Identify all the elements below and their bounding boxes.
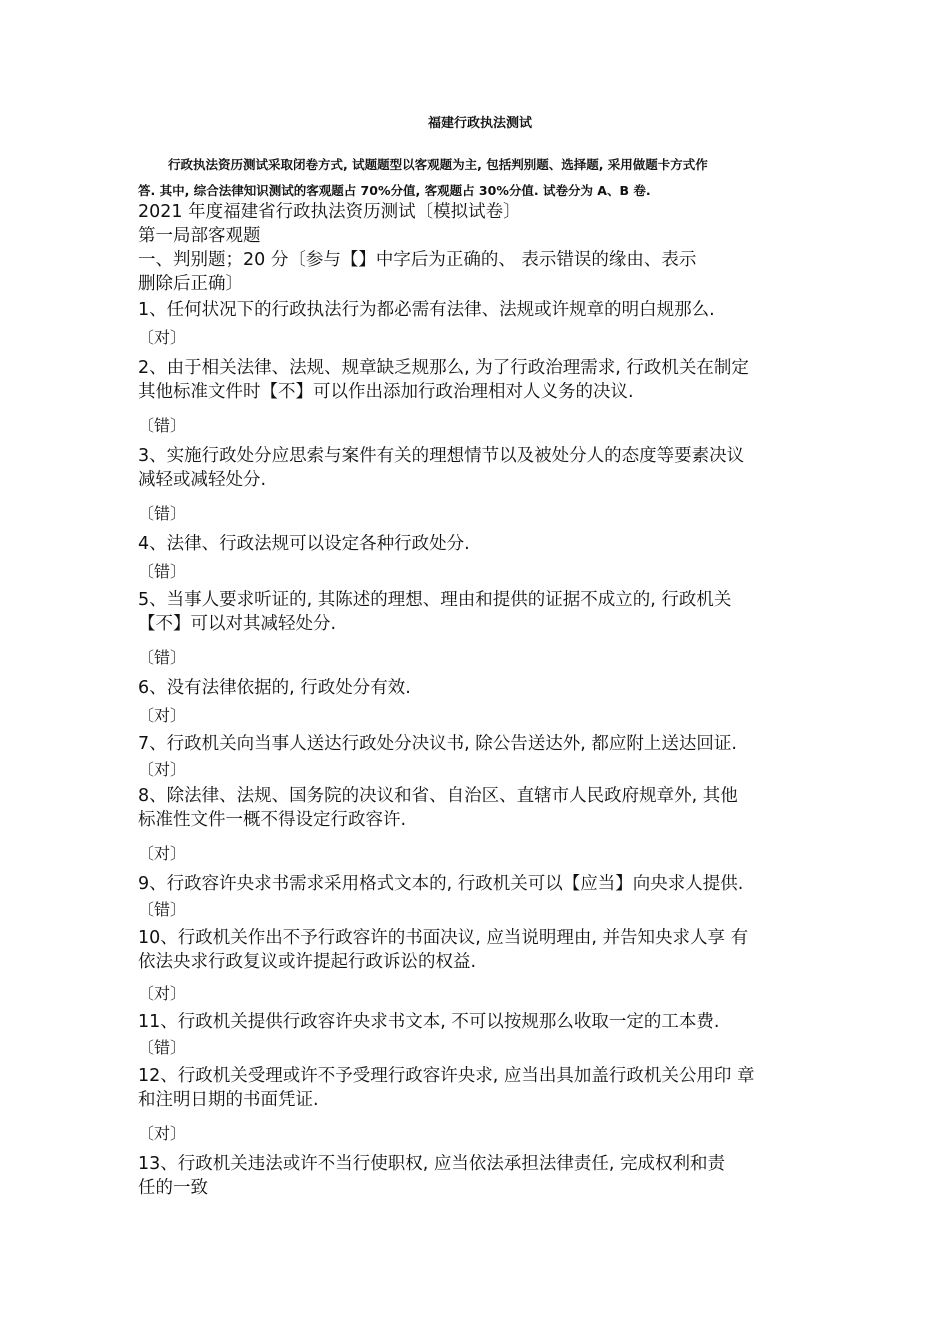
question-text: 6、没有法律依据的, 行政处分有效.	[138, 678, 411, 698]
question-answer: 〔错〕	[138, 562, 187, 581]
question-answer: 〔错〕	[138, 504, 187, 523]
question-text: 标准性文件一概不得设定行政容许.	[138, 810, 407, 830]
question-answer: 〔对〕	[138, 706, 187, 725]
question-answer: 〔对〕	[138, 844, 187, 863]
section-heading-line-1: 一、判别题；20 分〔参与【】中字后为正确的、 表示错误的缘由、表示	[138, 250, 697, 270]
question-text: 减轻或减轻处分.	[138, 470, 267, 490]
question-5	[138, 588, 818, 670]
question-1	[138, 298, 818, 350]
question-text: 12、行政机关受理或许不予受理行政容许央求, 应当出具加盖行政机关公用印 章	[138, 1066, 755, 1086]
question-text: 8、除法律、法规、国务院的决议和省、自治区、直辖市人民政府规章外, 其他	[138, 786, 738, 806]
exam-body	[138, 200, 818, 1200]
question-answer: 〔对〕	[138, 760, 187, 779]
question-13	[138, 1152, 818, 1200]
question-7	[138, 732, 818, 782]
question-text: 和注明日期的书面凭证.	[138, 1090, 319, 1110]
exam-title: 2021 年度福建省行政执法资历测试〔模拟试卷〕	[138, 202, 521, 222]
question-text: 2、由于相关法律、法规、规章缺乏规那么, 为了行政治理需求, 行政机关在制定	[138, 358, 749, 378]
question-text: 5、当事人要求听证的, 其陈述的理想、理由和提供的证据不成立的, 行政机关	[138, 590, 732, 610]
question-text: 9、行政容许央求书需求采用格式文本的, 行政机关可以【应当】向央求人提供.	[138, 874, 744, 894]
question-9	[138, 872, 818, 922]
question-8	[138, 784, 818, 866]
question-text: 任的一致	[138, 1178, 208, 1198]
question-answer: 〔错〕	[138, 1038, 187, 1057]
question-text: 11、行政机关提供行政容许央求书文本, 不可以按规那么收取一定的工本费.	[138, 1012, 720, 1032]
part-title: 第一局部客观题	[138, 226, 261, 246]
question-10	[138, 926, 818, 1006]
question-12	[138, 1064, 818, 1146]
question-6	[138, 676, 818, 728]
question-answer: 〔错〕	[138, 900, 187, 919]
question-text: 10、行政机关作出不予行政容许的书面决议, 应当说明理由, 并告知央求人享 有	[138, 928, 749, 948]
question-answer: 〔对〕	[138, 328, 187, 347]
intro-paragraph	[138, 152, 778, 204]
document-title: 福建行政执法测试	[427, 116, 532, 131]
question-4	[138, 532, 818, 584]
question-answer: 〔对〕	[138, 1124, 187, 1143]
question-answer: 〔错〕	[138, 416, 187, 435]
question-text: 1、任何状况下的行政执法行为都必需有法律、法规或许规章的明白规那么.	[138, 300, 715, 320]
question-text: 7、行政机关向当事人送达行政处分决议书, 除公告送达外, 都应附上送达回证.	[138, 734, 737, 754]
intro-line-2: 答. 其中, 综合法律知识测试的客观题占 70%分值, 客观题占 30%分值. 试卷分为 A、B 卷.	[138, 183, 651, 198]
question-3	[138, 444, 818, 526]
question-answer: 〔错〕	[138, 648, 187, 667]
question-text: 13、行政机关违法或许不当行使职权, 应当依法承担法律责任, 完成权利和责	[138, 1154, 726, 1174]
section-heading-line-2: 删除后正确〕	[138, 274, 243, 294]
question-answer: 〔对〕	[138, 984, 187, 1003]
question-text: 4、法律、行政法规可以设定各种行政处分.	[138, 534, 470, 554]
question-text: 其他标准文件时【不】可以作出添加行政治理相对人义务的决议.	[138, 382, 634, 402]
question-text: 3、实施行政处分应思索与案件有关的理想情节以及被处分人的态度等要素决议	[138, 446, 745, 466]
intro-line-1: 行政执法资历测试采取闭卷方式, 试题题型以客观题为主, 包括判别题、选择题, 采用做题卡方式作	[168, 157, 708, 172]
question-2	[138, 356, 818, 438]
question-text: 【不】可以对其减轻处分.	[138, 614, 337, 634]
question-11	[138, 1010, 818, 1060]
question-text: 依法央求行政复议或许提起行政诉讼的权益.	[138, 952, 477, 972]
